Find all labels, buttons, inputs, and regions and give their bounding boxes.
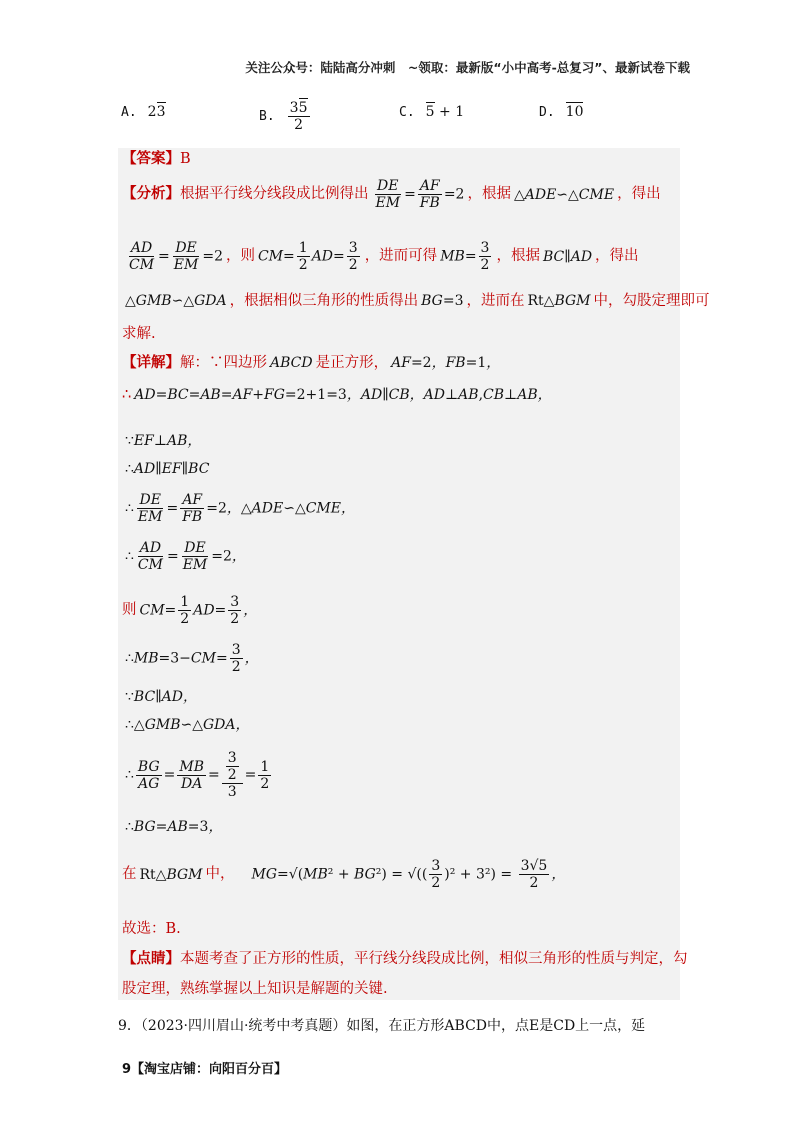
detail-line-13 xyxy=(122,858,568,891)
formula: MB= $\frac{3}{2}$ xyxy=(440,240,490,274)
formula: ∵BC∥AD， xyxy=(125,689,197,705)
answer-tag: 【答案】 xyxy=(122,150,180,167)
detail-line-5 xyxy=(122,492,358,525)
analysis-text: ，则 xyxy=(225,248,255,265)
therefore-symbol: ∴ xyxy=(122,387,132,403)
formula: ∴BG=AB=3， xyxy=(125,819,223,835)
analysis-text: ，得出 xyxy=(617,186,661,203)
detail-line-12 xyxy=(122,820,225,834)
detail-line-2 xyxy=(122,388,555,403)
detail-text: 中， xyxy=(205,866,235,883)
analysis-text: 根据平行线分线段成比例得出 xyxy=(180,186,369,203)
formula: ∴△GMB∽△GDA， xyxy=(125,717,250,733)
formula: ∴MB=3−CM= $\frac{3}{2}$ ， xyxy=(125,642,259,676)
option-c xyxy=(399,104,467,120)
option-d xyxy=(539,104,586,120)
formula: Rt△BGM xyxy=(139,866,203,883)
formula: MG=√(MB² + BG²) = √(( $\frac{3}{2}$ )² + 3²) = $\frac{3√5}{2}$ ， xyxy=(251,858,566,892)
detail-line-10 xyxy=(122,718,253,732)
formula: △GMB∽△GDA xyxy=(125,293,227,310)
detail-text: 故选：B. xyxy=(122,921,181,937)
formula: Rt△BGM xyxy=(527,293,591,310)
analysis-line-3 xyxy=(122,294,710,309)
analysis-text: 中，勾股定理即可 xyxy=(593,293,710,309)
page-footer: 9【淘宝店铺：向阳百分百】 xyxy=(122,1062,288,1077)
formula: CM= $\frac{1}{2}$ AD= $\frac{3}{2}$ xyxy=(257,240,358,274)
analysis-text: 求解. xyxy=(122,326,156,342)
formula: AF=2，FB=1， xyxy=(391,355,501,372)
comment-line-1 xyxy=(122,952,688,967)
comment-text: 股定理，熟练掌握以上知识是解题的关键. xyxy=(122,981,388,997)
formula: ABCD xyxy=(270,355,313,372)
detail-line-7 xyxy=(122,594,260,627)
analysis-text: ，根据 xyxy=(496,248,540,265)
formula: ∴AD∥EF∥BC xyxy=(125,461,210,477)
option-a-label: A. xyxy=(121,104,137,120)
detail-line-9 xyxy=(122,690,200,704)
formula: ∴ $\frac{BG}{AG}$ = $\frac{MB}{DA}$ = $\frac{\frac{3}{2}}{3}$ = $\frac{1}{2}$ xyxy=(125,750,270,801)
detail-line-1 xyxy=(122,356,503,371)
detail-line-6 xyxy=(122,540,249,573)
detail-line-8 xyxy=(122,642,262,675)
option-d-expr: 10 xyxy=(565,104,584,120)
analysis-tag: 【分析】 xyxy=(122,185,180,203)
option-c-expr: 5 + 1 xyxy=(425,104,465,120)
formula: BG=3 xyxy=(421,293,464,310)
formula: △ADE∽△CME xyxy=(513,186,615,203)
detail-text: 解：∵四边形 xyxy=(180,355,267,371)
comment-tag: 【点睛】 xyxy=(122,950,180,967)
analysis-text: ，根据 xyxy=(467,186,511,203)
formula: AD=BC=AB=AF+FG=2+1=3，AD∥CB，AD⊥AB,CB⊥AB， xyxy=(134,387,552,404)
formula: $\frac{AD}{CM}$ = $\frac{DE}{EM}$ =2 xyxy=(129,240,223,274)
detail-line-11 xyxy=(122,750,276,800)
formula: CM= $\frac{1}{2}$ AD= $\frac{3}{2}$ ， xyxy=(139,594,258,628)
detail-tag: 【详解】 xyxy=(122,354,180,371)
detail-text: 则 xyxy=(122,602,137,619)
analysis-text: ，得出 xyxy=(595,248,639,265)
analysis-line-1 xyxy=(122,178,661,211)
option-b-label: B. xyxy=(259,109,275,125)
analysis-text: ，根据相似三角形的性质得出 xyxy=(229,293,419,309)
formula: $\frac{DE}{EM}$ = $\frac{AF}{FB}$ =2 xyxy=(375,178,465,212)
comment-text: 本题考查了正方形的性质，平行线分线段成比例，相似三角形的性质与判定，勾 xyxy=(180,951,688,967)
analysis-line-4 xyxy=(122,327,156,342)
analysis-text: ，进而可得 xyxy=(364,248,438,265)
comment-line-2 xyxy=(122,982,388,997)
analysis-line-2 xyxy=(122,240,639,273)
option-a-expr: 23 xyxy=(147,104,166,120)
formula: ∵EF⊥AB， xyxy=(125,433,202,449)
detail-text: 是正方形， xyxy=(315,355,389,371)
option-d-label: D. xyxy=(539,104,555,120)
formula: BC∥AD xyxy=(542,248,593,265)
detail-text: 在 xyxy=(122,866,137,883)
detail-line-14 xyxy=(122,922,181,937)
formula: ∴ $\frac{AD}{CM}$ = $\frac{DE}{EM}$ =2， xyxy=(125,540,246,574)
option-a xyxy=(121,104,169,120)
detail-line-3 xyxy=(122,434,204,448)
detail-line-4 xyxy=(122,462,212,476)
option-b-expr: $\frac{35}{2}$ xyxy=(289,100,308,134)
answer-value: B xyxy=(180,151,191,167)
answer-line xyxy=(122,152,191,167)
option-c-label: C. xyxy=(399,104,415,120)
option-b xyxy=(259,100,315,133)
analysis-text: ，进而在 xyxy=(466,293,525,309)
question-9: 9．（2023·四川眉山·统考中考真题）如图，在正方形ABCD中，点E是CD上一点，延 xyxy=(118,1018,646,1034)
answer-options xyxy=(121,100,721,148)
page-header: 关注公众号：陆陆高分冲刺 ~领取：最新版“小中高考-总复习”、最新试卷下载 xyxy=(245,60,690,75)
formula: ∴ $\frac{DE}{EM}$ = $\frac{AF}{FB}$ =2，△ADE∽△CME， xyxy=(125,492,355,526)
